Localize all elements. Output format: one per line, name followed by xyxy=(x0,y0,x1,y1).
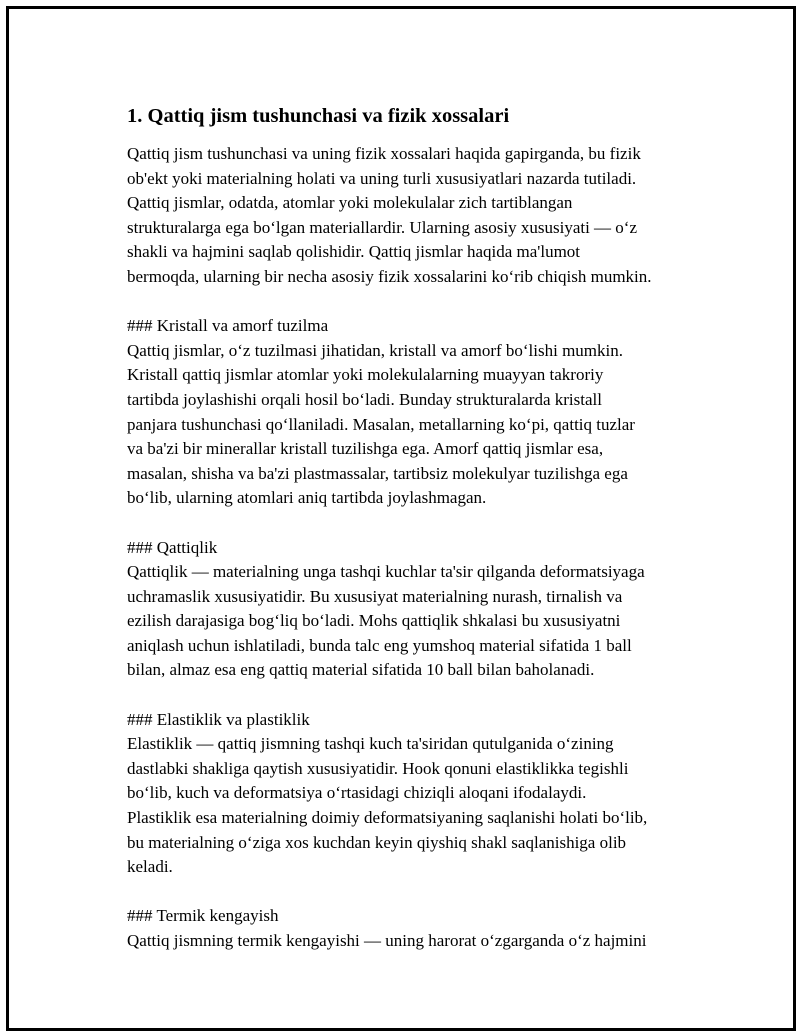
text-line: Qattiqlik — materialning unga tashqi kuchlar ta'sir qilganda deformatsiyaga xyxy=(127,562,645,582)
subsection-heading: ### Qattiqlik xyxy=(127,537,218,557)
text-line: aniqlash uchun ishlatiladi, bunda talc eng yumshoq material sifatida 1 ball xyxy=(127,635,632,655)
crystal-amorphous-section xyxy=(127,314,707,511)
text-line: dastlabki shakliga qaytish xususiyatidir. Hook qonuni elastiklikka tegishli xyxy=(127,758,629,778)
hardness-section xyxy=(127,536,707,684)
text-line: Plastiklik esa materialning doimiy deformatsiyaning saqlanishi holati bo‘lib, xyxy=(127,808,648,828)
text-line: Elastiklik — qattiq jismning tashqi kuch ta'siridan qutulganida o‘zining xyxy=(127,734,614,754)
elasticity-plasticity-section xyxy=(127,708,707,880)
text-line: uchramaslik xususiyatidir. Bu xususiyat materialning nurash, tirnalish va xyxy=(127,586,623,606)
text-line: bo‘lib, ularning atomlari aniq tartibda joylashmagan. xyxy=(127,488,487,508)
page-frame xyxy=(6,6,796,1031)
subsection-heading: ### Elastiklik va plastiklik xyxy=(127,709,310,729)
text-line: bo‘lib, kuch va deformatsiya o‘rtasidagi chiziqli aloqani ifodalaydi. xyxy=(127,783,587,803)
thermal-expansion-section xyxy=(127,904,707,953)
text-line: masalan, shisha va ba'zi plastmassalar, tartibsiz molekulyar tuzilishga ega xyxy=(127,463,628,483)
section-heading: 1. Qattiq jism tushunchasi va fizik xossalari xyxy=(127,105,510,127)
text-line: Qattiq jismlar, o‘z tuzilmasi jihatidan, kristall va amorf bo‘lishi mumkin. xyxy=(127,340,624,360)
subsection-heading: ### Kristall va amorf tuzilma xyxy=(127,316,329,336)
intro-paragraph xyxy=(127,142,707,290)
text-line: tartibda joylashishi orqali hosil bo‘ladi. Bunday strukturalarda kristall xyxy=(127,389,602,409)
text-line: bu materialning o‘ziga xos kuchdan keyin qiyshiq shakl saqlanishiga olib xyxy=(127,832,627,852)
text-line: Qattiq jismlar, odatda, atomlar yoki molekulalar zich tartiblangan xyxy=(127,193,573,213)
subsection-heading: ### Termik kengayish xyxy=(127,906,279,926)
text-line: shakli va hajmini saqlab qolishidir. Qattiq jismlar haqida ma'lumot xyxy=(127,242,581,262)
text-line: Qattiq jismning termik kengayishi — uning harorat o‘zgarganda o‘z hajmini xyxy=(127,931,647,950)
text-line: ezilish darajasiga bog‘liq bo‘ladi. Mohs qattiqlik shkalasi bu xususiyatni xyxy=(127,611,621,631)
text-line: bilan, almaz esa eng qattiq material sifatida 10 ball bilan baholanadi. xyxy=(127,660,595,680)
text-line: strukturalarga ega bo‘lgan materiallardir. Ularning asosiy xususiyati — o‘z xyxy=(127,217,638,237)
text-line: ob'ekt yoki materialning holati va uning turli xususiyatlari nazarda tutiladi. xyxy=(127,168,637,188)
text-line: Qattiq jism tushunchasi va uning fizik xossalari haqida gapirganda, bu fizik xyxy=(127,144,641,163)
document-body xyxy=(127,103,707,978)
text-line: va ba'zi bir minerallar kristall tuzilishga ega. Amorf qattiq jismlar esa, xyxy=(127,439,604,459)
text-line: keladi. xyxy=(127,857,173,877)
text-line: panjara tushunchasi qo‘llaniladi. Masalan, metallarning ko‘pi, qattiq tuzlar xyxy=(127,414,635,434)
text-line: Kristall qattiq jismlar atomlar yoki molekulalarning muayyan takroriy xyxy=(127,365,604,385)
text-line: bermoqda, ularning bir necha asosiy fizik xossalarini ko‘rib chiqish mumkin. xyxy=(127,266,652,286)
